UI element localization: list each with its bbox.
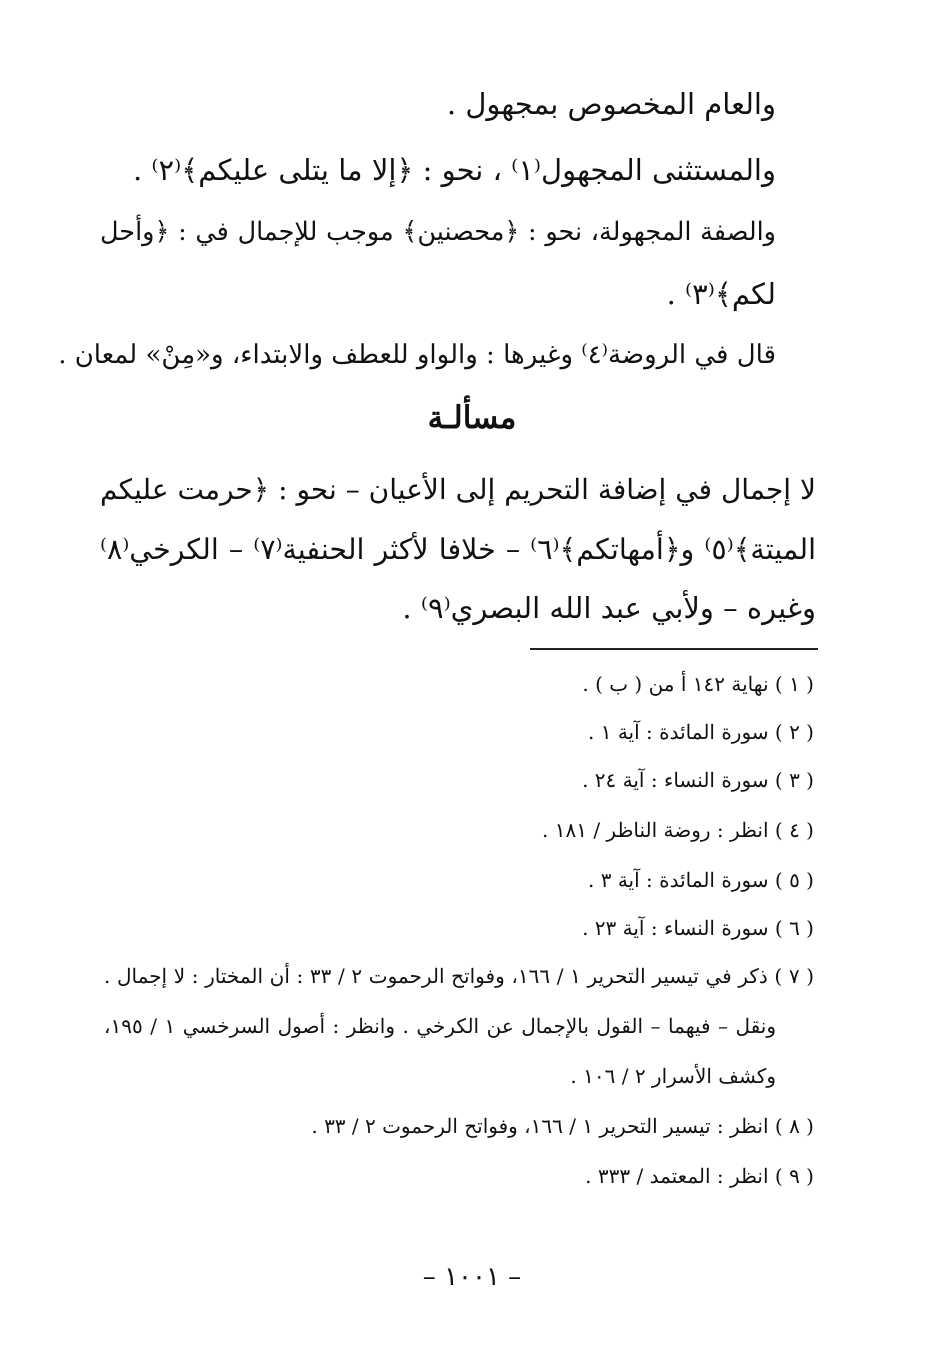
footnote: ( ١ ) نهاية ١٤٢ أ من ( ب ) . [582, 672, 814, 696]
footnote: ( ٢ ) سورة المائدة : آية ١ . [588, 720, 814, 744]
footnote: ( ٣ ) سورة النساء : آية ٢٤ . [582, 768, 814, 792]
text-line: الميتة﴾⁽٥⁾ و﴿أمهاتكم﴾⁽٦⁾ – خلافا لأكثر الحنفية⁽٧⁾ – الكرخي⁽٨⁾ [100, 533, 816, 566]
text-line: لا إجمال في إضافة التحريم إلى الأعيان – نحو : ﴿حرمت عليكم [100, 473, 816, 506]
text-line: والعام المخصوص بمجهول . [446, 87, 776, 121]
footnote: ( ٩ ) انظر : المعتمد / ٣٣٣ . [585, 1164, 814, 1188]
footnote: ( ٨ ) انظر : تيسير التحرير ١ / ١٦٦، وفواتح الرحموت ٢ / ٣٣ . [311, 1114, 814, 1138]
text-line: قال في الروضة⁽٤⁾ وغيرها : والواو للعطف والابتداء، و«مِنْ» لمعان . [58, 340, 776, 370]
text-line: والصفة المجهولة، نحو : ﴿محصنين﴾ موجب للإجمال في : ﴿وأحل [100, 217, 776, 247]
footnote-continuation: وكشف الأسرار ٢ / ١٠٦ . [570, 1064, 776, 1088]
text-line: لكم﴾⁽٣⁾ . [666, 277, 776, 311]
footnote: ( ٧ ) ذكر في تيسير التحرير ١ / ١٦٦، وفواتح الرحموت ٢ / ٣٣ : أن المختار : لا إجمال . [104, 964, 815, 988]
footnote: ( ٤ ) انظر : روضة الناظر / ١٨١ . [542, 818, 814, 842]
footnote: ( ٥ ) سورة المائدة : آية ٣ . [588, 868, 814, 892]
section-heading: مسألـة [427, 400, 517, 436]
footnote: ( ٦ ) سورة النساء : آية ٢٣ . [582, 916, 814, 940]
footnote-separator [530, 648, 818, 650]
page-number: – ١٠٠١ – [422, 1262, 522, 1292]
footnote-continuation: ونقل – فيهما – القول بالإجمال عن الكرخي . وانظر : أصول السرخسي ١ / ١٩٥، [104, 1014, 776, 1038]
text-line: والمستثنى المجهول⁽١⁾ ، نحو : ﴿إلا ما يتلى عليكم﴾⁽٢⁾ . [132, 153, 776, 187]
text-line: وغيره – ولأبي عبد الله البصري⁽٩⁾ . [402, 591, 816, 625]
